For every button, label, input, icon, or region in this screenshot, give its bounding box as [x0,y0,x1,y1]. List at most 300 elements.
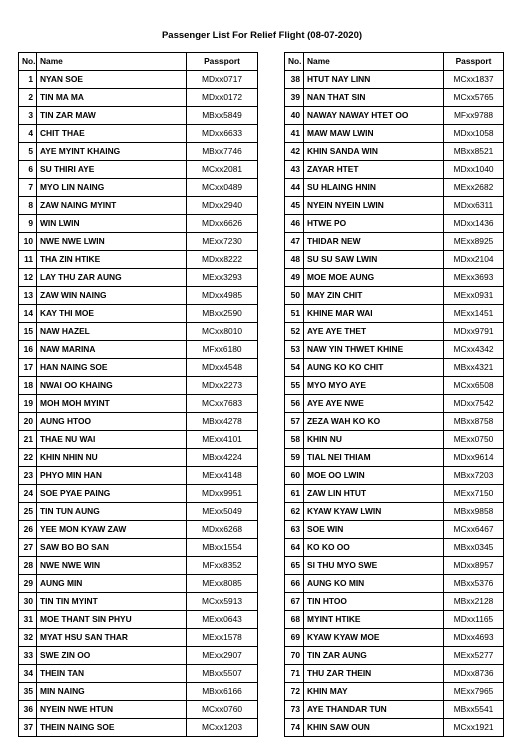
passenger-name: NAW MARINA [37,341,187,359]
table-row [285,197,504,215]
table-row [285,575,504,593]
table-row [19,341,258,359]
passport-number: MFxx6180 [187,341,258,359]
passport-number: MExx5277 [444,647,504,665]
table-row [285,449,504,467]
row-number: 18 [19,377,37,395]
table-row [285,611,504,629]
passenger-name: AUNG KO KO CHIT [304,359,444,377]
passenger-name: MYINT HTIKE [304,611,444,629]
table-row [285,359,504,377]
row-number: 13 [19,287,37,305]
passport-number: MBxx7203 [444,467,504,485]
passport-number: MExx1451 [444,305,504,323]
table-row [285,341,504,359]
passenger-name: ZAW NAING MYINT [37,197,187,215]
row-number: 70 [285,647,304,665]
passenger-name: MOH MOH MYINT [37,395,187,413]
passport-number: MDxx0717 [187,71,258,89]
table-row [19,575,258,593]
table-row [19,107,258,125]
row-number: 11 [19,251,37,269]
row-number: 31 [19,611,37,629]
passenger-name: KHIN NU [304,431,444,449]
table-row [285,413,504,431]
passenger-name: CHIT THAE [37,125,187,143]
row-number: 60 [285,467,304,485]
table-row [19,323,258,341]
row-number: 3 [19,107,37,125]
row-number: 27 [19,539,37,557]
column-header-name: Name [37,53,187,71]
passenger-name: NWE NWE WIN [37,557,187,575]
row-number: 72 [285,683,304,701]
passenger-name: SAW BO BO SAN [37,539,187,557]
row-number: 52 [285,323,304,341]
row-number: 40 [285,107,304,125]
passenger-name: MOE THANT SIN PHYU [37,611,187,629]
passenger-name: TIN MA MA [37,89,187,107]
table-row [285,89,504,107]
table-row [285,143,504,161]
row-number: 29 [19,575,37,593]
passport-number: MDxx1165 [444,611,504,629]
passport-number: MDxx8736 [444,665,504,683]
table-row [285,593,504,611]
passport-number: MDxx7542 [444,395,504,413]
column-header-name: Name [304,53,444,71]
row-number: 53 [285,341,304,359]
passenger-name: THA ZIN HTIKE [37,251,187,269]
passenger-name: TIAL NEI THIAM [304,449,444,467]
passport-number: MCxx5765 [444,89,504,107]
row-number: 35 [19,683,37,701]
passenger-name: HTUT NAY LINN [304,71,444,89]
row-number: 43 [285,161,304,179]
passenger-name: ZAYAR HTET [304,161,444,179]
table-row [285,431,504,449]
row-number: 73 [285,701,304,719]
passenger-name: LAY THU ZAR AUNG [37,269,187,287]
table-row [285,395,504,413]
table-row [19,305,258,323]
table-row [19,269,258,287]
passenger-name: NAW HAZEL [37,323,187,341]
passenger-name: MAY ZIN CHIT [304,287,444,305]
row-number: 19 [19,395,37,413]
table-row [19,413,258,431]
table-row [19,647,258,665]
table-row [19,719,258,737]
row-number: 4 [19,125,37,143]
row-number: 36 [19,701,37,719]
table-row [19,503,258,521]
passport-number: MBxx5849 [187,107,258,125]
passport-number: MBxx5507 [187,665,258,683]
passport-number: MCxx4342 [444,341,504,359]
passenger-name: AUNG KO MIN [304,575,444,593]
passenger-name: PHYO MIN HAN [37,467,187,485]
passport-number: MFxx9788 [444,107,504,125]
table-row [19,233,258,251]
row-number: 69 [285,629,304,647]
passport-number: MCxx0760 [187,701,258,719]
row-number: 21 [19,431,37,449]
passenger-name: KHIN NHIN NU [37,449,187,467]
row-number: 59 [285,449,304,467]
passenger-name: SOE WIN [304,521,444,539]
passenger-name: NYAN SOE [37,71,187,89]
passport-number: MCxx5913 [187,593,258,611]
passenger-name: MYAT HSU SAN THAR [37,629,187,647]
table-row [285,179,504,197]
passport-number: MDxx4693 [444,629,504,647]
row-number: 56 [285,395,304,413]
row-number: 68 [285,611,304,629]
row-number: 34 [19,665,37,683]
passport-number: MCxx6467 [444,521,504,539]
passenger-name: ZAW LIN HTUT [304,485,444,503]
row-number: 67 [285,593,304,611]
passenger-name: NAW YIN THWET KHINE [304,341,444,359]
table-row [285,107,504,125]
passenger-name: NAN THAT SIN [304,89,444,107]
row-number: 6 [19,161,37,179]
passenger-name: AYE AYE NWE [304,395,444,413]
passenger-name: THEIN NAING SOE [37,719,187,737]
passenger-name: YEE MON KYAW ZAW [37,521,187,539]
column-header-passport: Passport [444,53,504,71]
passenger-name: AUNG HTOO [37,413,187,431]
row-number: 55 [285,377,304,395]
passport-number: MCxx1837 [444,71,504,89]
passenger-name: SWE ZIN OO [37,647,187,665]
row-number: 37 [19,719,37,737]
row-number: 33 [19,647,37,665]
passport-number: MBxx6166 [187,683,258,701]
passenger-name: AYE MYINT KHAING [37,143,187,161]
table-row [285,719,504,737]
table-row [19,197,258,215]
passenger-name: NYEIN NYEIN LWIN [304,197,444,215]
row-number: 7 [19,179,37,197]
passenger-name: SOE PYAE PAING [37,485,187,503]
table-body [285,71,504,737]
passport-number: MDxx1436 [444,215,504,233]
row-number: 65 [285,557,304,575]
table-row [19,521,258,539]
table-row [19,179,258,197]
passenger-name: KAY THI MOE [37,305,187,323]
row-number: 2 [19,89,37,107]
table-row [285,701,504,719]
table-row [19,71,258,89]
table-row [285,377,504,395]
passport-number: MExx4101 [187,431,258,449]
passport-number: MDxx9614 [444,449,504,467]
table-row [19,593,258,611]
row-number: 24 [19,485,37,503]
passport-number: MExx0643 [187,611,258,629]
row-number: 49 [285,269,304,287]
passport-number: MBxx2128 [444,593,504,611]
column-header-passport: Passport [187,53,258,71]
table-row [285,629,504,647]
table-row [19,629,258,647]
passenger-name: TIN ZAR MAW [37,107,187,125]
row-number: 58 [285,431,304,449]
passport-number: MDxx8957 [444,557,504,575]
passenger-name: NWAI OO KHAING [37,377,187,395]
table-row [285,647,504,665]
passenger-name: MYO LIN NAING [37,179,187,197]
passport-number: MBxx5541 [444,701,504,719]
passenger-name: THEIN TAN [37,665,187,683]
passport-number: MDxx8222 [187,251,258,269]
passenger-name: SU HLAING HNIN [304,179,444,197]
row-number: 20 [19,413,37,431]
passenger-name: KO KO OO [304,539,444,557]
table-row [19,251,258,269]
passenger-table-left [18,52,258,737]
passport-number: MDxx4985 [187,287,258,305]
row-number: 25 [19,503,37,521]
passport-number: MDxx0172 [187,89,258,107]
passenger-name: SU THIRI AYE [37,161,187,179]
passport-number: MExx2682 [444,179,504,197]
passenger-name: AYE THANDAR TUN [304,701,444,719]
passport-number: MExx5049 [187,503,258,521]
passport-number: MBxx4278 [187,413,258,431]
row-number: 5 [19,143,37,161]
table-row [285,71,504,89]
row-number: 14 [19,305,37,323]
table-row [19,701,258,719]
passport-number: MBxx8521 [444,143,504,161]
table-row [285,521,504,539]
table-row [285,323,504,341]
table-row [285,305,504,323]
passenger-name: KYAW KYAW LWIN [304,503,444,521]
passenger-name: MYO MYO AYE [304,377,444,395]
table-row [285,503,504,521]
passport-number: MDxx6311 [444,197,504,215]
row-number: 15 [19,323,37,341]
row-number: 28 [19,557,37,575]
passport-number: MDxx4548 [187,359,258,377]
table-row [19,557,258,575]
table-row [285,269,504,287]
table-row [19,287,258,305]
row-number: 62 [285,503,304,521]
row-number: 23 [19,467,37,485]
column-header-no: No. [285,53,304,71]
passport-number: MCxx8010 [187,323,258,341]
row-number: 50 [285,287,304,305]
passport-number: MBxx5376 [444,575,504,593]
table-row [285,215,504,233]
passport-number: MExx3293 [187,269,258,287]
row-number: 32 [19,629,37,647]
table-row [285,539,504,557]
passport-number: MDxx9951 [187,485,258,503]
passport-number: MExx7965 [444,683,504,701]
table-row [19,539,258,557]
passport-number: MBxx4321 [444,359,504,377]
passenger-name: KYAW KYAW MOE [304,629,444,647]
passport-number: MDxx2273 [187,377,258,395]
table-body [19,71,258,737]
passport-number: MFxx8352 [187,557,258,575]
passport-number: MBxx9858 [444,503,504,521]
passport-number: MCxx7683 [187,395,258,413]
table-row [19,485,258,503]
passport-number: MExx1578 [187,629,258,647]
row-number: 17 [19,359,37,377]
passenger-name: THU ZAR THEIN [304,665,444,683]
header-row [19,53,258,71]
table-row [19,161,258,179]
table-row [285,233,504,251]
table-row [285,467,504,485]
row-number: 22 [19,449,37,467]
passenger-name: MOE OO LWIN [304,467,444,485]
row-number: 54 [285,359,304,377]
passport-number: MDxx6268 [187,521,258,539]
passport-number: MCxx1203 [187,719,258,737]
row-number: 45 [285,197,304,215]
passenger-name: ZEZA WAH KO KO [304,413,444,431]
row-number: 46 [285,215,304,233]
passport-number: MDxx2940 [187,197,258,215]
row-number: 71 [285,665,304,683]
table-row [19,143,258,161]
passport-number: MDxx6633 [187,125,258,143]
table-row [285,251,504,269]
passport-number: MExx2907 [187,647,258,665]
row-number: 44 [285,179,304,197]
row-number: 30 [19,593,37,611]
row-number: 9 [19,215,37,233]
passenger-name: WIN LWIN [37,215,187,233]
passport-number: MCxx0489 [187,179,258,197]
passenger-name: KHIN SANDA WIN [304,143,444,161]
passport-number: MBxx7746 [187,143,258,161]
passenger-name: MOE MOE AUNG [304,269,444,287]
table-row [19,467,258,485]
passport-number: MDxx2104 [444,251,504,269]
passenger-name: ZAW WIN NAING [37,287,187,305]
passport-number: MDxx9791 [444,323,504,341]
row-number: 38 [285,71,304,89]
row-number: 10 [19,233,37,251]
passenger-name: SI THU MYO SWE [304,557,444,575]
row-number: 48 [285,251,304,269]
passenger-name: MIN NAING [37,683,187,701]
passenger-name: AUNG MIN [37,575,187,593]
passport-number: MDxx1058 [444,125,504,143]
passport-number: MExx0931 [444,287,504,305]
row-number: 64 [285,539,304,557]
passport-number: MExx8925 [444,233,504,251]
passport-number: MExx0750 [444,431,504,449]
passenger-name: NWE NWE LWIN [37,233,187,251]
passport-number: MBxx2590 [187,305,258,323]
row-number: 41 [285,125,304,143]
row-number: 12 [19,269,37,287]
passenger-name: THAE NU WAI [37,431,187,449]
table-row [285,485,504,503]
passport-number: MExx3693 [444,269,504,287]
row-number: 26 [19,521,37,539]
passenger-name: SU SU SAW LWIN [304,251,444,269]
passenger-name: NYEIN NWE HTUN [37,701,187,719]
passenger-name: KHIN MAY [304,683,444,701]
row-number: 51 [285,305,304,323]
passenger-name: NAWAY NAWAY HTET OO [304,107,444,125]
row-number: 16 [19,341,37,359]
row-number: 42 [285,143,304,161]
passenger-table-right [284,52,504,737]
row-number: 57 [285,413,304,431]
table-row [285,665,504,683]
passport-number: MCxx1921 [444,719,504,737]
row-number: 63 [285,521,304,539]
table-row [19,395,258,413]
passenger-name: KHINE MAR WAI [304,305,444,323]
row-number: 39 [285,89,304,107]
passport-number: MExx4148 [187,467,258,485]
row-number: 47 [285,233,304,251]
passenger-name: KHIN SAW OUN [304,719,444,737]
passport-number: MBxx4224 [187,449,258,467]
passport-number: MDxx1040 [444,161,504,179]
table-row [285,125,504,143]
table-row [19,89,258,107]
passport-number: MBxx0345 [444,539,504,557]
passenger-name: TIN TIN MYINT [37,593,187,611]
document-title: Passenger List For Relief Flight (08-07-2020) [161,30,363,41]
table-row [19,431,258,449]
table-row [19,359,258,377]
passport-number: MDxx6626 [187,215,258,233]
passport-number: MBxx8758 [444,413,504,431]
header-row [285,53,504,71]
passenger-name: AYE AYE THET [304,323,444,341]
row-number: 8 [19,197,37,215]
passenger-name: MAW MAW LWIN [304,125,444,143]
row-number: 74 [285,719,304,737]
table-row [19,665,258,683]
table-row [19,683,258,701]
passport-number: MCxx6508 [444,377,504,395]
row-number: 61 [285,485,304,503]
passenger-name: HTWE PO [304,215,444,233]
table-row [285,683,504,701]
row-number: 66 [285,575,304,593]
table-row [285,287,504,305]
passport-number: MExx7150 [444,485,504,503]
passport-number: MExx8085 [187,575,258,593]
passport-number: MCxx2081 [187,161,258,179]
passport-number: MExx7230 [187,233,258,251]
column-header-no: No. [19,53,37,71]
passenger-name: TIN HTOO [304,593,444,611]
table-row [19,215,258,233]
passport-number: MBxx1554 [187,539,258,557]
passenger-name: TIN ZAR AUNG [304,647,444,665]
table-row [19,377,258,395]
